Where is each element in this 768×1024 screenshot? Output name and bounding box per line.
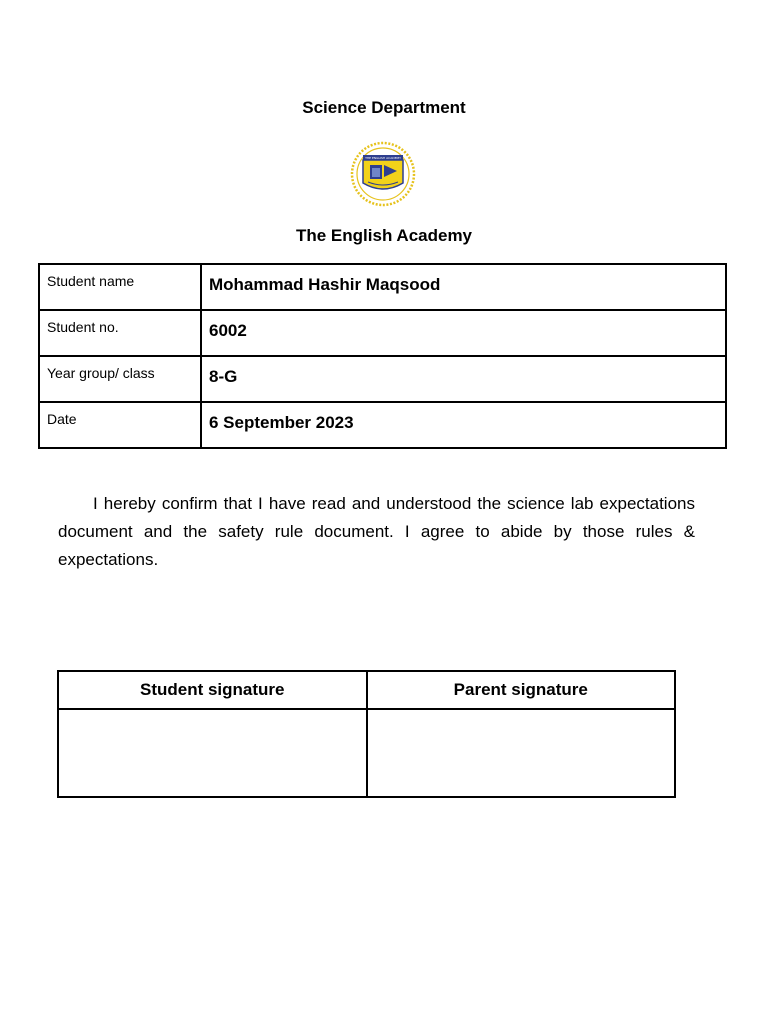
- student-no-value: 6002: [201, 310, 726, 356]
- year-group-label: Year group/ class: [39, 356, 201, 402]
- date-label: Date: [39, 402, 201, 448]
- student-no-label: Student no.: [39, 310, 201, 356]
- parent-signature-box[interactable]: [367, 709, 676, 797]
- school-title: The English Academy: [295, 226, 473, 245]
- student-name-value: Mohammad Hashir Maqsood: [201, 264, 726, 310]
- table-row: [39, 356, 726, 402]
- student-signature-box[interactable]: [58, 709, 367, 797]
- table-row: [58, 671, 675, 709]
- department-title: Science Department: [302, 98, 466, 117]
- parent-signature-header: Parent signature: [367, 671, 676, 709]
- year-group-value: 8-G: [201, 356, 726, 402]
- school-logo: [350, 141, 416, 207]
- table-row: [39, 264, 726, 310]
- student-info-table: [38, 263, 727, 449]
- student-name-label: Student name: [39, 264, 201, 310]
- table-row: [39, 310, 726, 356]
- table-row: [39, 402, 726, 448]
- confirmation-statement: I hereby confirm that I have read and understood the science lab expectations document and the safety rule document. I agree to abide by those rules & expectations.: [58, 494, 695, 569]
- date-value: 6 September 2023: [201, 402, 726, 448]
- signature-table: [57, 670, 676, 798]
- svg-text:THE ENGLISH ACADEMY: THE ENGLISH ACADEMY: [365, 156, 401, 160]
- table-row: [58, 709, 675, 797]
- student-signature-header: Student signature: [58, 671, 367, 709]
